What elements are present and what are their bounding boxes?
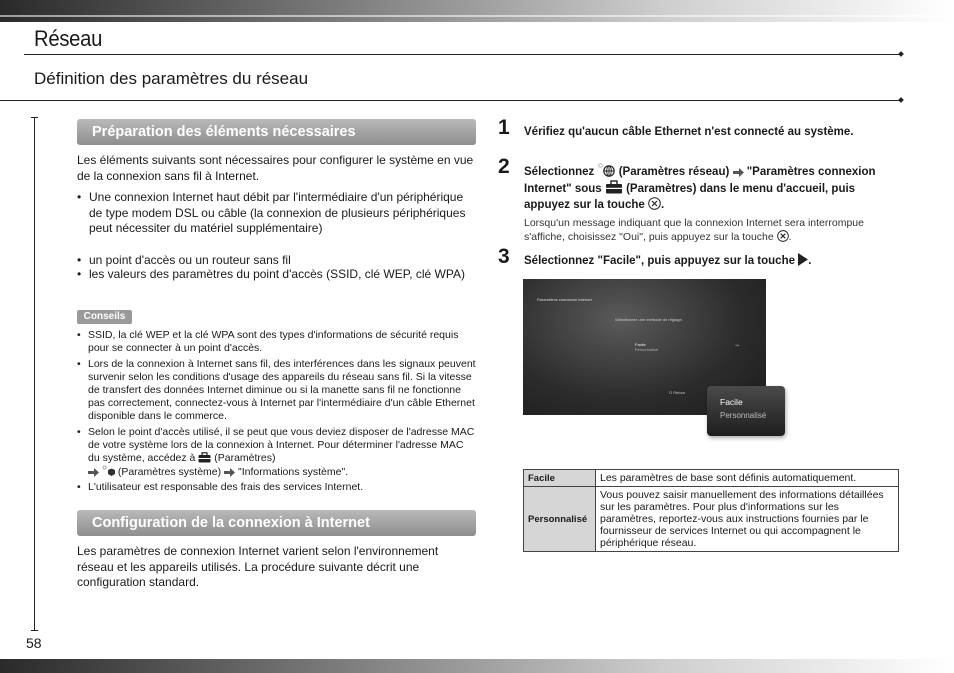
screen-header: Paramètres connexion Internet [537,297,592,302]
tip-item: • Selon le point d'accès utilisé, il se peut que vous deviez disposer de l'adresse MAC de votre système lors de la connexion à Internet. Pour déterminer l'adresse MAC du système, accédez à (Paramètres) (Paramètres système) "Informations système". [77,426,475,478]
tip-item: • SSID, la clé WEP et la clé WPA sont des types d'informations de sécurité requis pour se connecter à un point d'accès. [77,329,459,354]
title-rule [24,54,900,55]
right-arrow-icon [224,468,235,477]
screen-arrow-icon: ⇒ [735,343,740,349]
zoom-option-easy: Facile [720,397,743,407]
step-number: 1 [498,116,510,139]
step-text: Sélectionnez (Paramètres réseau) "Paramètres connexion Internet" sous (Paramètres) dans le menu d'accueil, puis appuyez sur la touche . [524,163,896,213]
right-arrow-icon [88,468,99,477]
step-text: Vérifiez qu'aucun câble Ethernet n'est connecté au système. [524,126,854,138]
step-number: 2 [498,155,510,178]
settings-toolbox-icon [605,180,623,194]
zoom-option-custom: Personnalisé [720,411,767,420]
system-settings-icon [102,465,115,477]
screen-prompt: Sélectionner une méthode de réglage. [615,317,683,322]
table-key: Facile [524,470,596,487]
cross-button-icon [648,197,661,210]
page-title: Réseau [34,26,103,51]
screen-option-easy: Facile [635,342,646,347]
table-value: Les paramètres de base sont définis automatiquement. [596,470,899,487]
screen-option-custom: Personnalisé [635,347,659,352]
section-header-configuration: Configuration de la connexion à Internet [77,510,476,536]
step-note: Lorsqu'un message indiquant que la connexion Internet sera interrompue s'affiche, choisissez "Oui", puis appuyez sur la touche . [524,217,864,243]
table-row [524,487,899,552]
margin-line [34,117,35,631]
page-number: 58 [26,635,42,651]
cross-button-icon [777,230,789,242]
tips-badge: Conseils [77,310,132,324]
table-value: Vous pouvez saisir manuellement des informations détaillées sur les paramètres. Pour plus d'informations sur les paramètres, reportez-vous aux instructions fournies par le fournisseur de services Internet ou qui accompagnent le périphérique réseau. [596,487,899,552]
top-gradient-bar [0,0,954,22]
list-item: • un point d'accès ou un routeur sans fil [77,253,291,267]
triangle-right-icon [798,253,808,266]
step-number: 3 [498,245,510,268]
section2-intro: Les paramètres de connexion Internet varient selon l'environnement réseau et les appareils utilisés. La procédure suivante décrit une configuration standard. [77,544,439,589]
subtitle-rule [0,100,900,101]
screen-back: O Retour [669,390,686,395]
tip-item: • L'utilisateur est responsable des frais des services Internet. [77,481,364,493]
right-arrow-icon [733,168,744,177]
page-subtitle: Définition des paramètres du réseau [34,69,309,88]
bottom-gradient-bar [0,659,954,673]
section1-intro: Les éléments suivants sont nécessaires pour configurer le système en vue de la connexion sans fil à Internet. [77,153,474,183]
table-key: Personnalisé [524,487,596,552]
zoomed-option-panel [707,386,785,436]
settings-toolbox-icon [198,452,211,463]
step-text: Sélectionnez "Facile", puis appuyez sur la touche . [524,255,812,267]
list-item: • Une connexion Internet haut débit par l'intermédiaire d'un périphérique de type modem DSL ou câble (la connexion de plusieurs périphériques peut nécessiter du matériel supplémentaire) [77,190,466,235]
section-header-preparation: Préparation des éléments nécessaires [77,119,476,145]
settings-options-table [523,469,899,552]
list-item: • les valeurs des paramètres du point d'accès (SSID, clé WEP, clé WPA) [77,267,465,281]
network-settings-icon [598,163,616,177]
table-row [524,470,899,487]
tip-item: • Lors de la connexion à Internet sans fil, des interférences dans les signaux peuvent survenir selon les conditions d'usage des appareils du réseau sans fil. Si la vitesse de transfert des données Internet diminue ou si la manette sans fil ne fonctionne pas correctement, connectez-vous à Internet par l'intermédiaire d'un câble Ethernet disponible dans le commerce. [77,358,476,422]
